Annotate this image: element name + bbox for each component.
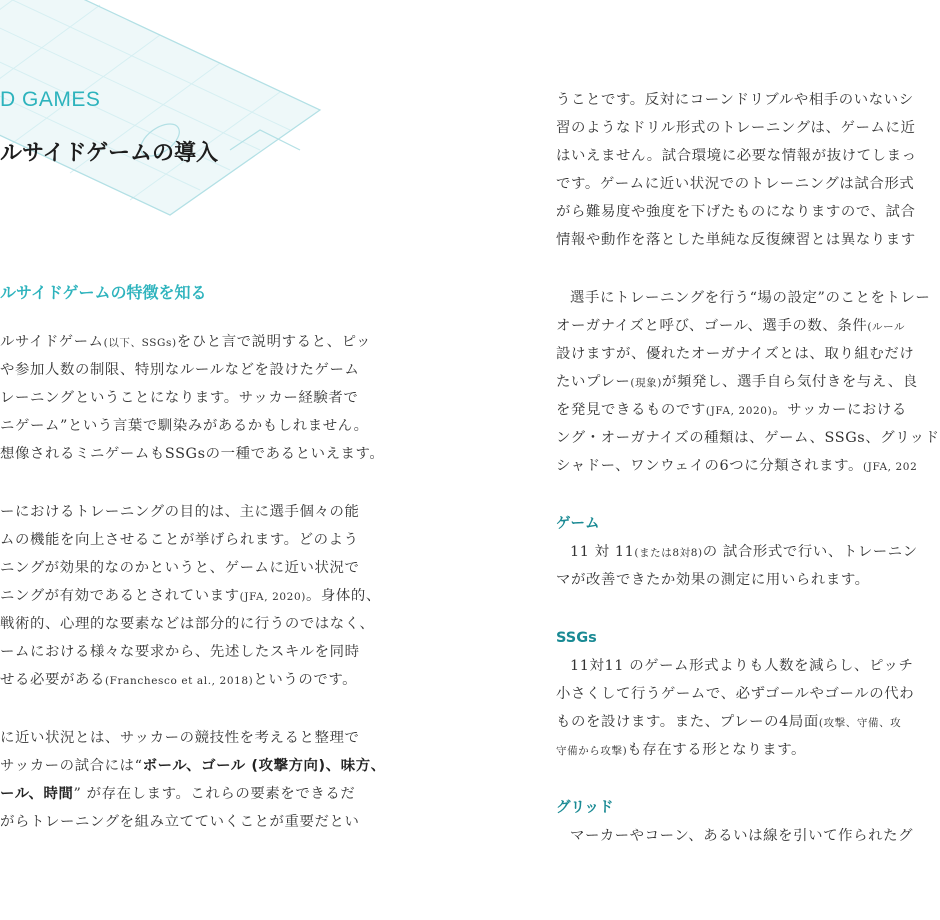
text-line: せる必要がある(Franchesco et al., 2018)というのです。 xyxy=(0,672,358,688)
text-line: 情報や動作を落とした単純な反復練習とは異なります xyxy=(556,232,916,248)
paragraph xyxy=(0,724,386,836)
text-line: ニングが有効であるとされています(JFA, 2020)。身体的、 xyxy=(0,588,381,604)
text-line: うことです。反対にコーンドリブルや相手のいないシ xyxy=(556,92,914,108)
text-line: 習のようなドリル形式のトレーニングは、ゲームに近 xyxy=(556,120,916,136)
subsection-heading: グリッド xyxy=(556,800,614,816)
text-line: マが改善できたか効果の測定に用いられます。 xyxy=(556,572,870,588)
paragraph xyxy=(0,328,385,468)
text-line: サッカーの試合には“ボール、ゴール (攻撃方向)、味方、 xyxy=(0,758,386,774)
subsection-grid xyxy=(556,794,920,850)
text-line: ムの機能を向上させることが挙げられます。どのよう xyxy=(0,532,359,548)
text-line: オーガナイズと呼び、ゴール、選手の数、条件(ルール xyxy=(556,318,906,334)
text-line: ール、時間” が存在します。これらの要素をできるだ xyxy=(0,786,356,802)
text-line: を発見できるものです(JFA, 2020)。サッカーにおける xyxy=(556,402,907,418)
left-column xyxy=(0,328,386,836)
text-line: ニングが効果的なのかというと、ゲームに近い状況で xyxy=(0,560,360,576)
text-line: に近い状況とは、サッカーの競技性を考えると整理で xyxy=(0,730,360,746)
subsection-game xyxy=(556,510,920,594)
subsection-heading: ゲーム xyxy=(556,516,600,532)
chapter-title: ルサイドゲームの導入 xyxy=(0,141,219,166)
text-line: 11対11 のゲーム形式よりも人数を減らし、ピッチ xyxy=(570,658,914,674)
text-line: 11 対 11(または8対8)の 試合形式で行い、トレーニン xyxy=(570,544,918,560)
text-line: レーニングということになります。サッカー経験者で xyxy=(0,390,359,406)
chapter-kicker: D GAMES xyxy=(0,88,101,111)
text-line: 選手にトレーニングを行う“場の設定”のことをトレー xyxy=(570,290,931,306)
text-line: 戦術的、心理的な要素などは部分的に行うのではなく、 xyxy=(0,616,375,632)
text-line: や参加人数の制限、特別なルールなどを設けたゲーム xyxy=(0,362,360,378)
subsection-heading: SSGs xyxy=(556,630,597,646)
text-line: 小さくして行うゲームで、必ずゴールやゴールの代わ xyxy=(556,686,915,702)
text-line: ームにおける様々な要求から、先述したスキルを同時 xyxy=(0,644,360,660)
paragraph xyxy=(556,284,940,480)
text-line: ニゲーム”という言葉で馴染みがあるかもしれません。 xyxy=(0,418,369,434)
paragraph xyxy=(556,86,920,254)
section-title: ルサイドゲームの特徴を知る xyxy=(0,283,207,302)
text-line: ーにおけるトレーニングの目的は、主に選手個々の能 xyxy=(0,504,360,520)
paragraph xyxy=(0,498,381,694)
text-line: シャドー、ワンウェイの6つに分類されます。(JFA, 202 xyxy=(556,458,918,474)
text-line: ルサイドゲーム(以下、SSGs)をひと言で説明すると、ピッ xyxy=(0,334,372,350)
text-line: 守備から攻撃)も存在する形となります。 xyxy=(556,742,807,758)
text-line: です。ゲームに近い状況でのトレーニングは試合形式 xyxy=(556,176,915,192)
right-column xyxy=(556,86,940,850)
text-line: ング・オーガナイズの種類は、ゲーム、SSGs、グリッド xyxy=(556,430,940,446)
text-line: 設けますが、優れたオーガナイズとは、取り組むだけ xyxy=(556,346,915,362)
text-line: マーカーやコーン、あるいは線を引いて作られたグ xyxy=(570,828,914,844)
subsection-ssgs xyxy=(556,624,920,764)
text-line: ものを設けます。また、プレーの4局面(攻撃、守備、攻 xyxy=(556,714,902,730)
text-line: たいプレー(現象)が頻発し、選手自ら気付きを与え、良 xyxy=(556,374,918,390)
text-line: はいえません。試合環境に必要な情報が抜けてしまっ xyxy=(556,148,917,164)
text-line: 想像されるミニゲームもSSGsの一種であるといえます。 xyxy=(0,446,385,462)
text-line: がらトレーニングを組み立てていくことが重要だとい xyxy=(0,814,360,830)
text-line: がら難易度や強度を下げたものになりますので、試合 xyxy=(556,204,916,220)
